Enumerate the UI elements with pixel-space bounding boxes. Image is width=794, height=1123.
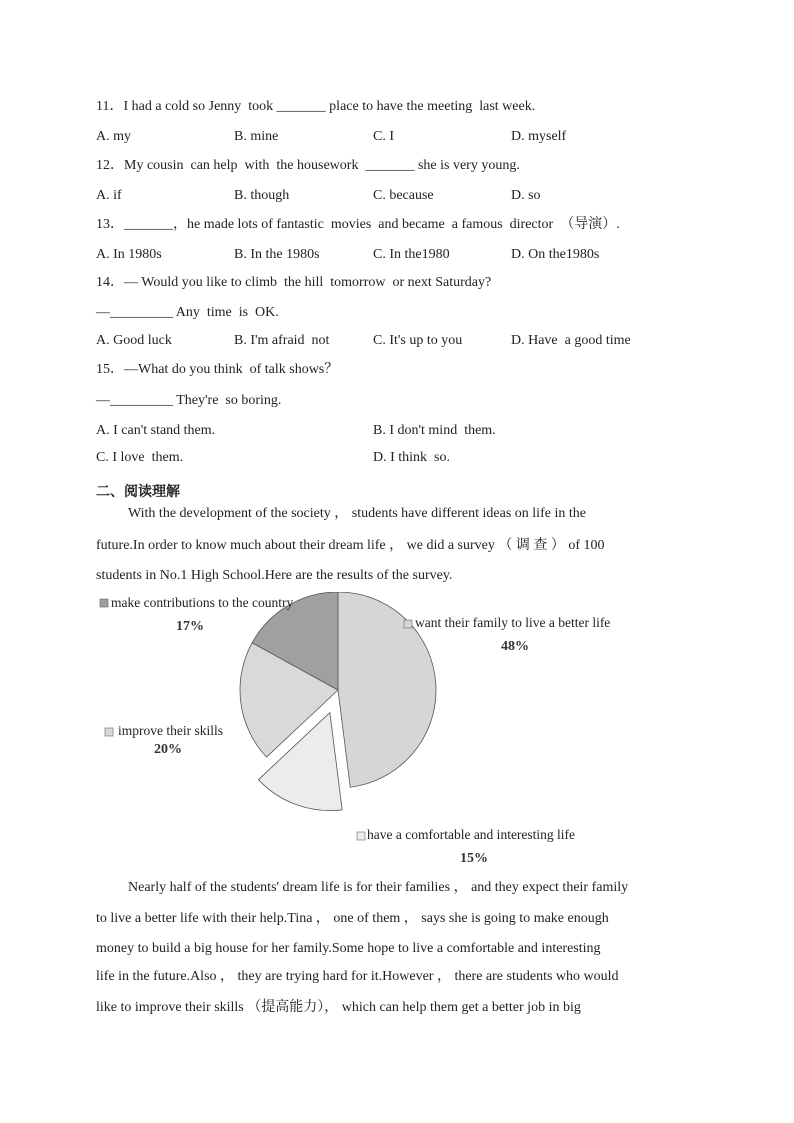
legend-swatch-skills <box>105 728 113 736</box>
question-15-option-a: A. I can't stand them. <box>96 423 216 438</box>
question-11-stem: 11．I had a cold so Jenny took _______ place to have the meeting last week. <box>96 99 536 114</box>
legend-swatch-contributions <box>100 599 108 607</box>
question-11-option-b: B. mine <box>234 129 279 144</box>
passage-body-line-2: to live a better life with their help.Tina ， one of them ， says she is going to make enough <box>96 911 609 926</box>
question-13-option-d: D. On the1980s <box>511 247 600 262</box>
question-13-option-a: A. In 1980s <box>96 247 162 262</box>
passage-body-line-4: life in the future.Also ， they are trying hard for it.However ， there are students who would <box>96 969 619 984</box>
question-14-option-a: A. Good luck <box>96 333 172 348</box>
passage-body-line-1: Nearly half of the students' dream life is for their families ， and they expect their family <box>128 880 629 895</box>
question-12-option-c: C. because <box>373 188 434 203</box>
question-14-answer-line: —_________ Any time is OK. <box>96 305 279 320</box>
question-11-option-d: D. myself <box>511 129 567 144</box>
question-13-option-c: C. In the1980 <box>373 247 450 262</box>
question-15-option-c: C. I love them. <box>96 450 184 465</box>
question-14-option-b: B. I'm afraid not <box>234 333 330 348</box>
question-15-stem: 15．—What do you think of talk shows？ <box>96 362 339 377</box>
survey-pie-chart <box>90 592 650 872</box>
question-13-option-b: B. In the 1980s <box>234 247 320 262</box>
question-11-option-c: C. I <box>373 129 394 144</box>
legend-swatch-comfortable <box>357 832 365 840</box>
passage-body-line-3: money to build a big house for her family.Some hope to live a comfortable and interesting <box>96 941 601 956</box>
legend-label-contributions: make contributions to the country <box>111 595 294 610</box>
question-15-answer-line: —_________ They're so boring. <box>96 393 282 408</box>
pct-label-comfortable: 15% <box>460 851 488 866</box>
pct-label-family: 48% <box>501 639 529 654</box>
pct-label-contributions: 17% <box>176 619 204 634</box>
question-12-option-d: D. so <box>511 188 541 203</box>
passage-intro-line-2: future.In order to know much about their dream life ， we did a survey （ 调 查 ） of 100 <box>96 538 605 553</box>
section-heading: 二、阅读理解 <box>96 484 180 500</box>
passage-intro-line-3: students in No.1 High School.Here are the results of the survey. <box>96 568 453 583</box>
legend-label-family: want their family to live a better life <box>415 615 611 630</box>
question-11-option-a: A. my <box>96 129 131 144</box>
pct-label-skills: 20% <box>154 742 182 757</box>
legend-label-comfortable: have a comfortable and interesting life <box>367 827 576 842</box>
question-14-option-d: D. Have a good time <box>511 333 631 348</box>
question-15-option-b: B. I don't mind them. <box>373 423 496 438</box>
question-14-option-c: C. It's up to you <box>373 333 463 348</box>
question-12-option-a: A. if <box>96 188 122 203</box>
question-14-stem: 14．— Would you like to climb the hill tomorrow or next Saturday? <box>96 275 492 290</box>
passage-intro-line-1: With the development of the society ， students have different ideas on life in the <box>128 506 586 521</box>
question-12-option-b: B. though <box>234 188 290 203</box>
legend-swatch-family <box>404 620 412 628</box>
question-13-stem: 13．_______，he made lots of fantastic movies and became a famous director （导演）. <box>96 217 620 232</box>
legend-label-skills: improve their skills <box>118 723 223 738</box>
question-15-option-d: D. I think so. <box>373 450 450 465</box>
question-12-stem: 12．My cousin can help with the housework _______ she is very young. <box>96 158 520 173</box>
passage-body-line-5: like to improve their skills （提高能力）， which can help them get a better job in big <box>96 1000 581 1015</box>
